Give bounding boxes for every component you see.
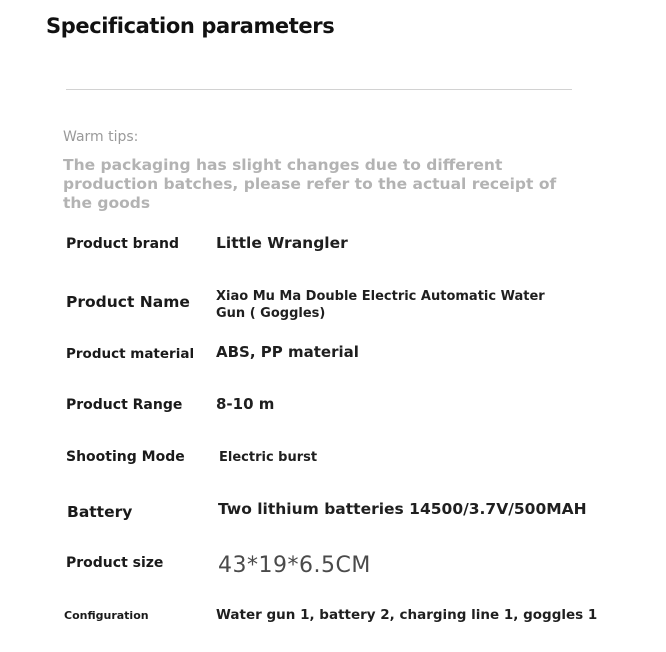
spec-label-name: Product Name <box>66 293 190 311</box>
spec-label-brand: Product brand <box>66 236 179 252</box>
spec-value-range: 8-10 m <box>216 395 275 413</box>
warm-tips-text: The packaging has slight changes due to different production batches, please refer to the actual receipt of the goods <box>63 156 557 212</box>
spec-label-battery: Battery <box>67 503 133 521</box>
spec-value-brand: Little Wrangler <box>216 234 348 252</box>
spec-label-size: Product size <box>66 555 164 571</box>
spec-value-name: Xiao Mu Ma Double Electric Automatic Water Gun ( Goggles) <box>216 289 545 321</box>
spec-value-shooting-mode: Electric burst <box>219 450 318 465</box>
spec-label-material: Product material <box>66 346 195 362</box>
spec-value-configuration: Water gun 1, battery 2, charging line 1, goggles 1 <box>216 607 598 623</box>
warm-tips-label: Warm tips: <box>63 129 139 145</box>
spec-value-battery: Two lithium batteries 14500/3.7V/500MAH <box>218 500 587 518</box>
spec-value-material: ABS, PP material <box>216 343 359 361</box>
title-divider <box>66 89 572 90</box>
spec-label-range: Product Range <box>66 397 183 413</box>
spec-value-size: 43*19*6.5CM <box>218 553 371 578</box>
spec-label-configuration: Configuration <box>64 609 149 622</box>
spec-label-shooting-mode: Shooting Mode <box>66 449 185 465</box>
page-title: Specification parameters <box>46 14 335 38</box>
